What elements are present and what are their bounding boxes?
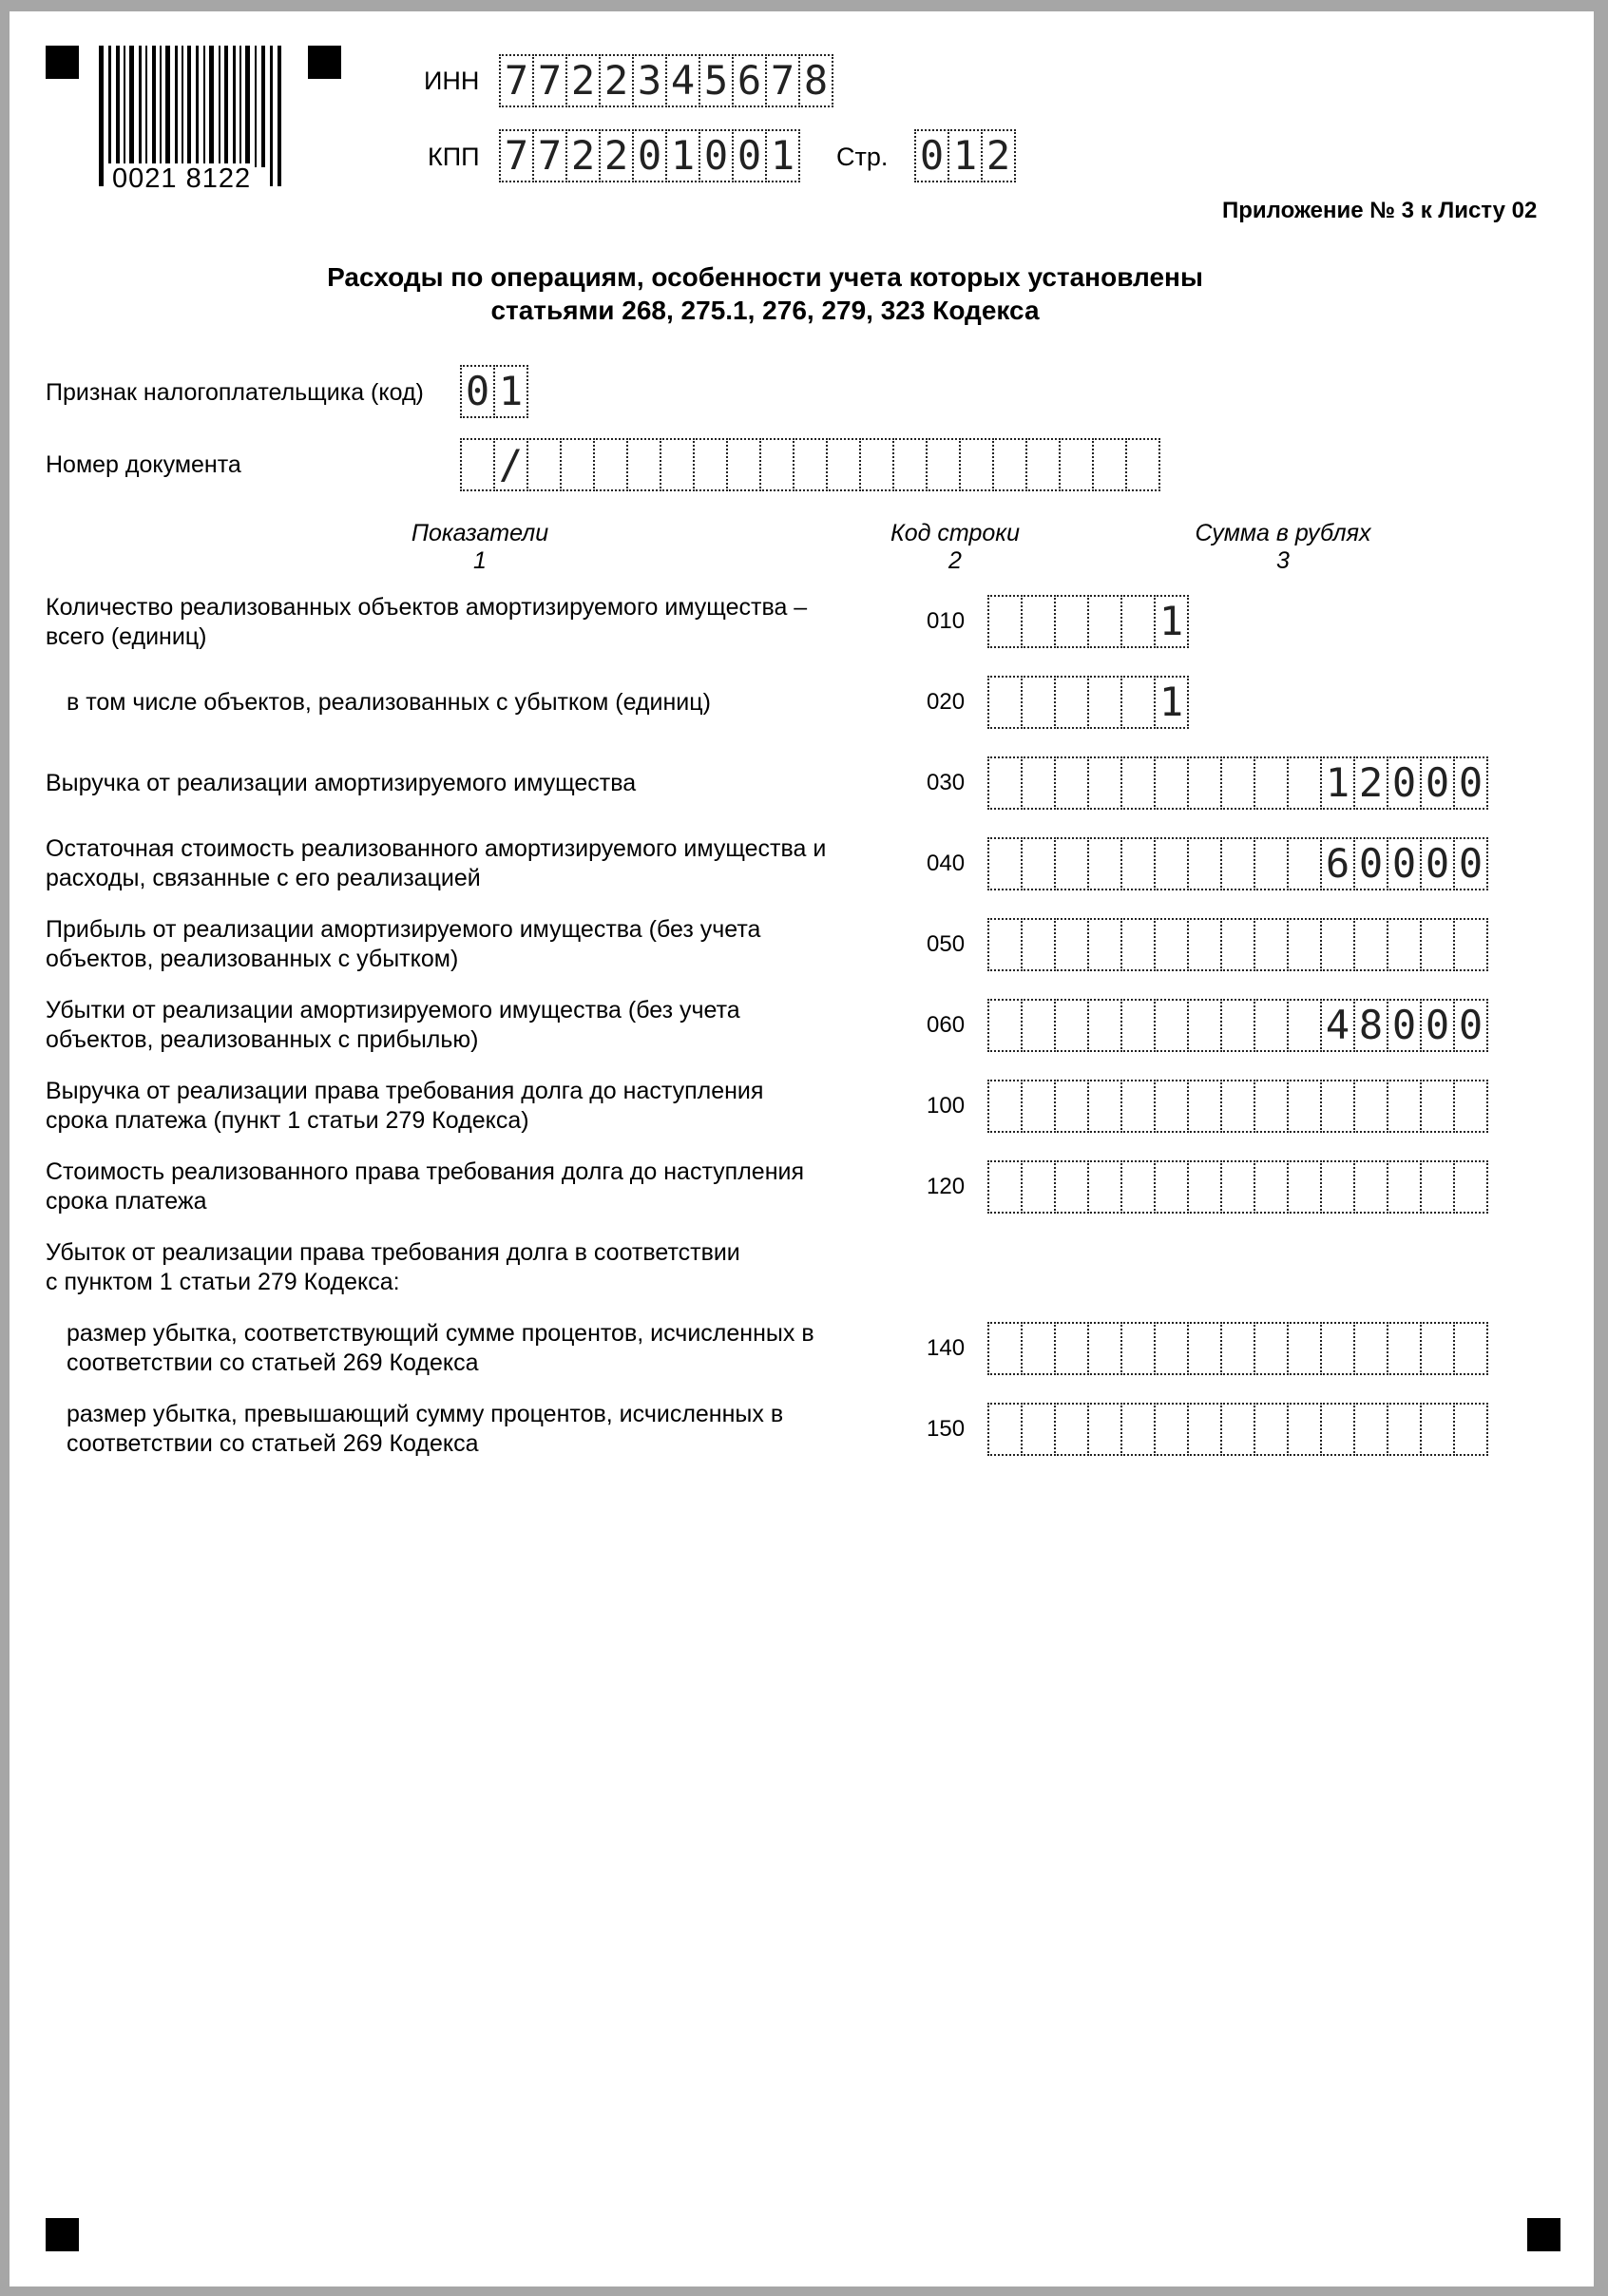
char-cell [1220, 1080, 1255, 1133]
char-cell [1254, 1322, 1289, 1375]
char-cell [1220, 1322, 1255, 1375]
char-cell: 7 [765, 54, 800, 107]
char-cell [1025, 438, 1061, 491]
char-cell [1320, 1403, 1355, 1456]
char-cell: 1 [1154, 595, 1189, 648]
char-cell: 1 [1154, 676, 1189, 729]
char-cell [1287, 1160, 1322, 1214]
column-header-indicators [371, 520, 589, 575]
char-cell: 0 [1453, 999, 1488, 1052]
row-code: 040 [927, 851, 966, 876]
char-cell [987, 1322, 1023, 1375]
row-040-label-line2: расходы, связанные с его реализацией [46, 865, 481, 891]
row-020-label-line1: в том числе объектов, реализованных с убытком (единиц) [67, 689, 711, 716]
char-cell [1387, 1403, 1422, 1456]
char-cell [1387, 1322, 1422, 1375]
char-cell [1087, 1080, 1122, 1133]
char-cell [1154, 1160, 1189, 1214]
char-cell [826, 438, 861, 491]
char-cell [1220, 1160, 1255, 1214]
char-cell [1154, 1403, 1189, 1456]
char-cell [1120, 676, 1156, 729]
row-010-label-line1: Количество реализованных объектов амортизируемого имущества – [46, 594, 808, 621]
char-cell [1021, 837, 1056, 890]
char-cell [1054, 1403, 1089, 1456]
char-cell [1021, 595, 1056, 648]
char-cell [526, 438, 562, 491]
char-cell: 0 [1420, 999, 1455, 1052]
char-cell [1087, 676, 1122, 729]
row-050-label-line2: объектов, реализованных с убытком) [46, 946, 459, 972]
row-030-value-field[interactable] [987, 756, 1488, 810]
column-header-line-code [860, 520, 1050, 575]
char-cell [1420, 1322, 1455, 1375]
char-cell [1287, 1403, 1322, 1456]
char-cell: 6 [732, 54, 767, 107]
row-140-value-field[interactable] [987, 1322, 1488, 1375]
char-cell [1021, 1160, 1056, 1214]
char-cell [1154, 837, 1189, 890]
row-label [67, 1400, 783, 1459]
char-cell [1320, 1080, 1355, 1133]
row-code: 150 [927, 1416, 966, 1442]
char-cell: 4 [665, 54, 700, 107]
char-cell [1287, 1080, 1322, 1133]
row-120-value-field[interactable] [987, 1160, 1488, 1214]
row-label [46, 769, 636, 798]
char-cell: 3 [632, 54, 667, 107]
char-cell [1120, 1080, 1156, 1133]
char-cell [759, 438, 794, 491]
page-title [247, 260, 1283, 327]
char-cell [1353, 1322, 1388, 1375]
char-cell [987, 1403, 1023, 1456]
char-cell [1287, 756, 1322, 810]
char-cell: 0 [632, 129, 667, 182]
char-cell: 1 [948, 129, 983, 182]
char-cell [460, 438, 495, 491]
char-cell [1087, 999, 1122, 1052]
char-cell [1453, 1322, 1488, 1375]
char-cell [1154, 999, 1189, 1052]
row-code: 140 [927, 1335, 966, 1361]
char-cell: 0 [1420, 837, 1455, 890]
column-header-amount-title: Сумма в рублях [1195, 520, 1371, 546]
char-cell [1187, 1403, 1222, 1456]
char-cell [1254, 1160, 1289, 1214]
row-040-label-line1: Остаточная стоимость реализованного амортизируемого имущества и [46, 835, 827, 862]
char-cell: 0 [732, 129, 767, 182]
char-cell [693, 438, 728, 491]
barcode-number: 0021 8122 [108, 163, 255, 195]
row-020-value-field[interactable] [987, 676, 1189, 729]
char-cell [992, 438, 1027, 491]
row-100-label-line1: Выручка от реализации права требования долга до наступления [46, 1078, 764, 1104]
char-cell: 7 [532, 54, 567, 107]
column-header-line-code-number: 2 [948, 547, 962, 574]
char-cell [1021, 999, 1056, 1052]
char-cell [1054, 676, 1089, 729]
char-cell [1054, 756, 1089, 810]
char-cell [1254, 999, 1289, 1052]
column-header-amount-number: 3 [1276, 547, 1290, 574]
char-cell: 0 [1387, 837, 1422, 890]
char-cell [1287, 999, 1322, 1052]
inn-label: ИНН [424, 67, 480, 95]
document-number-label: Номер документа [46, 451, 241, 478]
char-cell [1220, 1403, 1255, 1456]
corner-marker-top-right [308, 46, 341, 79]
char-cell [987, 595, 1023, 648]
corner-marker-top-left [46, 46, 79, 79]
loss-section-label [46, 1238, 740, 1297]
row-050-label-line1: Прибыль от реализации амортизируемого имущества (без учета [46, 916, 761, 943]
char-cell [1092, 438, 1127, 491]
row-030-label-line1: Выручка от реализации амортизируемого имущества [46, 770, 637, 796]
char-cell [1254, 918, 1289, 971]
char-cell [959, 438, 994, 491]
char-cell [1120, 918, 1156, 971]
char-cell [987, 1080, 1023, 1133]
char-cell: 6 [1320, 837, 1355, 890]
loss-section-label-line1: Убыток от реализации права требования долга в соответствии [46, 1239, 740, 1266]
char-cell [1054, 1080, 1089, 1133]
char-cell [1021, 918, 1056, 971]
row-060-label-line2: объектов, реализованных с прибылью) [46, 1026, 479, 1053]
char-cell [560, 438, 595, 491]
char-cell: 2 [599, 54, 634, 107]
char-cell: 0 [1353, 837, 1388, 890]
char-cell: 0 [1387, 756, 1422, 810]
char-cell [626, 438, 661, 491]
row-010-label-line2: всего (единиц) [46, 623, 207, 650]
row-code: 010 [927, 608, 966, 634]
char-cell [1054, 1160, 1089, 1214]
char-cell [1320, 1322, 1355, 1375]
char-cell [1287, 837, 1322, 890]
char-cell: 7 [499, 129, 534, 182]
char-cell [892, 438, 928, 491]
char-cell [987, 999, 1023, 1052]
char-cell [1187, 1080, 1222, 1133]
row-label [46, 834, 826, 893]
column-header-amount [1150, 520, 1416, 575]
row-150-value-field[interactable] [987, 1403, 1488, 1456]
char-cell: 1 [765, 129, 800, 182]
char-cell [1087, 918, 1122, 971]
row-label [67, 1319, 814, 1378]
row-120-label-line1: Стоимость реализованного права требования долга до наступления [46, 1158, 805, 1185]
char-cell: 8 [798, 54, 833, 107]
row-code: 030 [927, 770, 966, 795]
char-cell: 1 [493, 365, 528, 418]
char-cell [987, 837, 1023, 890]
char-cell: / [493, 438, 528, 491]
page-title-line1: Расходы по операциям, особенности учета которых установлены [327, 262, 1203, 292]
char-cell: 1 [665, 129, 700, 182]
char-cell [1353, 1403, 1388, 1456]
page-title-line2: статьями 268, 275.1, 276, 279, 323 Кодекса [490, 296, 1040, 325]
char-cell: 5 [699, 54, 734, 107]
char-cell [1287, 1322, 1322, 1375]
char-cell [1120, 1403, 1156, 1456]
row-100-value-field[interactable] [987, 1080, 1488, 1133]
taxpayer-sign-label: Признак налогоплательщика (код) [46, 379, 424, 406]
row-100-label-line2: срока платежа (пункт 1 статьи 279 Кодекса) [46, 1107, 529, 1134]
loss-section-label-line2: с пунктом 1 статьи 279 Кодекса: [46, 1269, 400, 1295]
char-cell [1387, 918, 1422, 971]
char-cell: 8 [1353, 999, 1388, 1052]
column-header-indicators-title: Показатели [411, 520, 549, 546]
char-cell [859, 438, 894, 491]
corner-marker-bottom-right [1527, 2218, 1560, 2251]
char-cell [1054, 595, 1089, 648]
row-140-label-line2: соответствии со статьей 269 Кодекса [67, 1349, 479, 1376]
char-cell [1120, 756, 1156, 810]
row-label [46, 915, 760, 974]
char-cell: 2 [565, 129, 601, 182]
char-cell [1254, 837, 1289, 890]
char-cell [1420, 918, 1455, 971]
char-cell [1154, 756, 1189, 810]
char-cell [987, 676, 1023, 729]
row-code: 050 [927, 931, 966, 957]
char-cell [926, 438, 961, 491]
char-cell [1353, 1080, 1388, 1133]
kpp-field[interactable] [499, 129, 800, 182]
char-cell: 4 [1320, 999, 1355, 1052]
row-code: 060 [927, 1012, 966, 1038]
row-label [46, 1158, 804, 1216]
char-cell [1420, 1160, 1455, 1214]
char-cell [1054, 999, 1089, 1052]
char-cell [987, 756, 1023, 810]
char-cell [1154, 1322, 1189, 1375]
char-cell [1187, 837, 1222, 890]
page-number-field[interactable] [914, 129, 1016, 182]
char-cell [1087, 1160, 1122, 1214]
char-cell [1320, 918, 1355, 971]
char-cell [1021, 1403, 1056, 1456]
char-cell [593, 438, 628, 491]
corner-marker-bottom-left [46, 2218, 79, 2251]
char-cell [1087, 756, 1122, 810]
row-label [46, 1077, 763, 1136]
char-cell [1453, 918, 1488, 971]
char-cell [1187, 1160, 1222, 1214]
char-cell [1087, 1403, 1122, 1456]
char-cell [1387, 1160, 1422, 1214]
row-150-label-line2: соответствии со статьей 269 Кодекса [67, 1430, 479, 1457]
char-cell [1453, 1080, 1488, 1133]
char-cell [1420, 1403, 1455, 1456]
form-page [10, 11, 1594, 2286]
char-cell: 0 [1453, 756, 1488, 810]
char-cell [1220, 756, 1255, 810]
char-cell [1453, 1403, 1488, 1456]
char-cell [1287, 918, 1322, 971]
char-cell [1087, 1322, 1122, 1375]
char-cell [1187, 918, 1222, 971]
char-cell: 0 [914, 129, 949, 182]
char-cell [1387, 1080, 1422, 1133]
row-120-label-line2: срока платежа [46, 1188, 207, 1215]
char-cell [1021, 1080, 1056, 1133]
char-cell [1254, 1080, 1289, 1133]
taxpayer-sign-field[interactable] [460, 365, 528, 418]
row-060-value-field[interactable] [987, 999, 1488, 1052]
row-010-value-field[interactable] [987, 595, 1189, 648]
row-code: 100 [927, 1093, 966, 1119]
char-cell [1120, 1160, 1156, 1214]
char-cell [1254, 756, 1289, 810]
char-cell [1120, 999, 1156, 1052]
char-cell: 2 [981, 129, 1016, 182]
char-cell [793, 438, 828, 491]
char-cell [987, 1160, 1023, 1214]
char-cell [1154, 918, 1189, 971]
char-cell [1054, 918, 1089, 971]
document-number-field[interactable] [460, 438, 1160, 491]
char-cell [1254, 1403, 1289, 1456]
char-cell: 2 [1353, 756, 1388, 810]
char-cell [1220, 837, 1255, 890]
char-cell: 0 [1420, 756, 1455, 810]
char-cell [1120, 595, 1156, 648]
char-cell [1453, 1160, 1488, 1214]
row-140-label-line1: размер убытка, соответствующий сумме процентов, исчисленных в [67, 1320, 814, 1347]
char-cell [1054, 837, 1089, 890]
column-header-line-code-title: Код строки [890, 520, 1020, 546]
char-cell: 0 [699, 129, 734, 182]
char-cell: 7 [532, 129, 567, 182]
char-cell [1220, 999, 1255, 1052]
char-cell [1087, 595, 1122, 648]
appendix-label: Приложение № 3 к Листу 02 [1222, 198, 1538, 223]
char-cell: 2 [599, 129, 634, 182]
char-cell [1054, 1322, 1089, 1375]
char-cell [1187, 1322, 1222, 1375]
char-cell [1120, 837, 1156, 890]
char-cell [1353, 918, 1388, 971]
char-cell [660, 438, 695, 491]
char-cell [1087, 837, 1122, 890]
column-header-indicators-number: 1 [473, 547, 487, 574]
row-060-label-line1: Убытки от реализации амортизируемого имущества (без учета [46, 997, 740, 1024]
row-050-value-field[interactable] [987, 918, 1488, 971]
char-cell [1420, 1080, 1455, 1133]
char-cell [1021, 1322, 1056, 1375]
char-cell [1320, 1160, 1355, 1214]
char-cell: 1 [1320, 756, 1355, 810]
row-040-value-field[interactable] [987, 837, 1488, 890]
char-cell [1059, 438, 1094, 491]
char-cell [1125, 438, 1160, 491]
char-cell [1120, 1322, 1156, 1375]
char-cell [1154, 1080, 1189, 1133]
char-cell: 0 [1453, 837, 1488, 890]
char-cell: 2 [565, 54, 601, 107]
row-label [46, 996, 740, 1055]
page-label: Стр. [836, 143, 889, 171]
row-label [67, 688, 711, 718]
row-label [46, 593, 807, 652]
char-cell [1187, 999, 1222, 1052]
inn-field[interactable] [499, 54, 833, 107]
char-cell [987, 918, 1023, 971]
char-cell: 0 [460, 365, 495, 418]
char-cell [726, 438, 761, 491]
char-cell: 7 [499, 54, 534, 107]
row-code: 020 [927, 689, 966, 715]
kpp-label: КПП [428, 143, 480, 171]
char-cell [1353, 1160, 1388, 1214]
char-cell [1021, 756, 1056, 810]
char-cell [1021, 676, 1056, 729]
char-cell: 0 [1387, 999, 1422, 1052]
row-code: 120 [927, 1174, 966, 1199]
row-150-label-line1: размер убытка, превышающий сумму процентов, исчисленных в [67, 1401, 784, 1427]
char-cell [1220, 918, 1255, 971]
char-cell [1187, 756, 1222, 810]
